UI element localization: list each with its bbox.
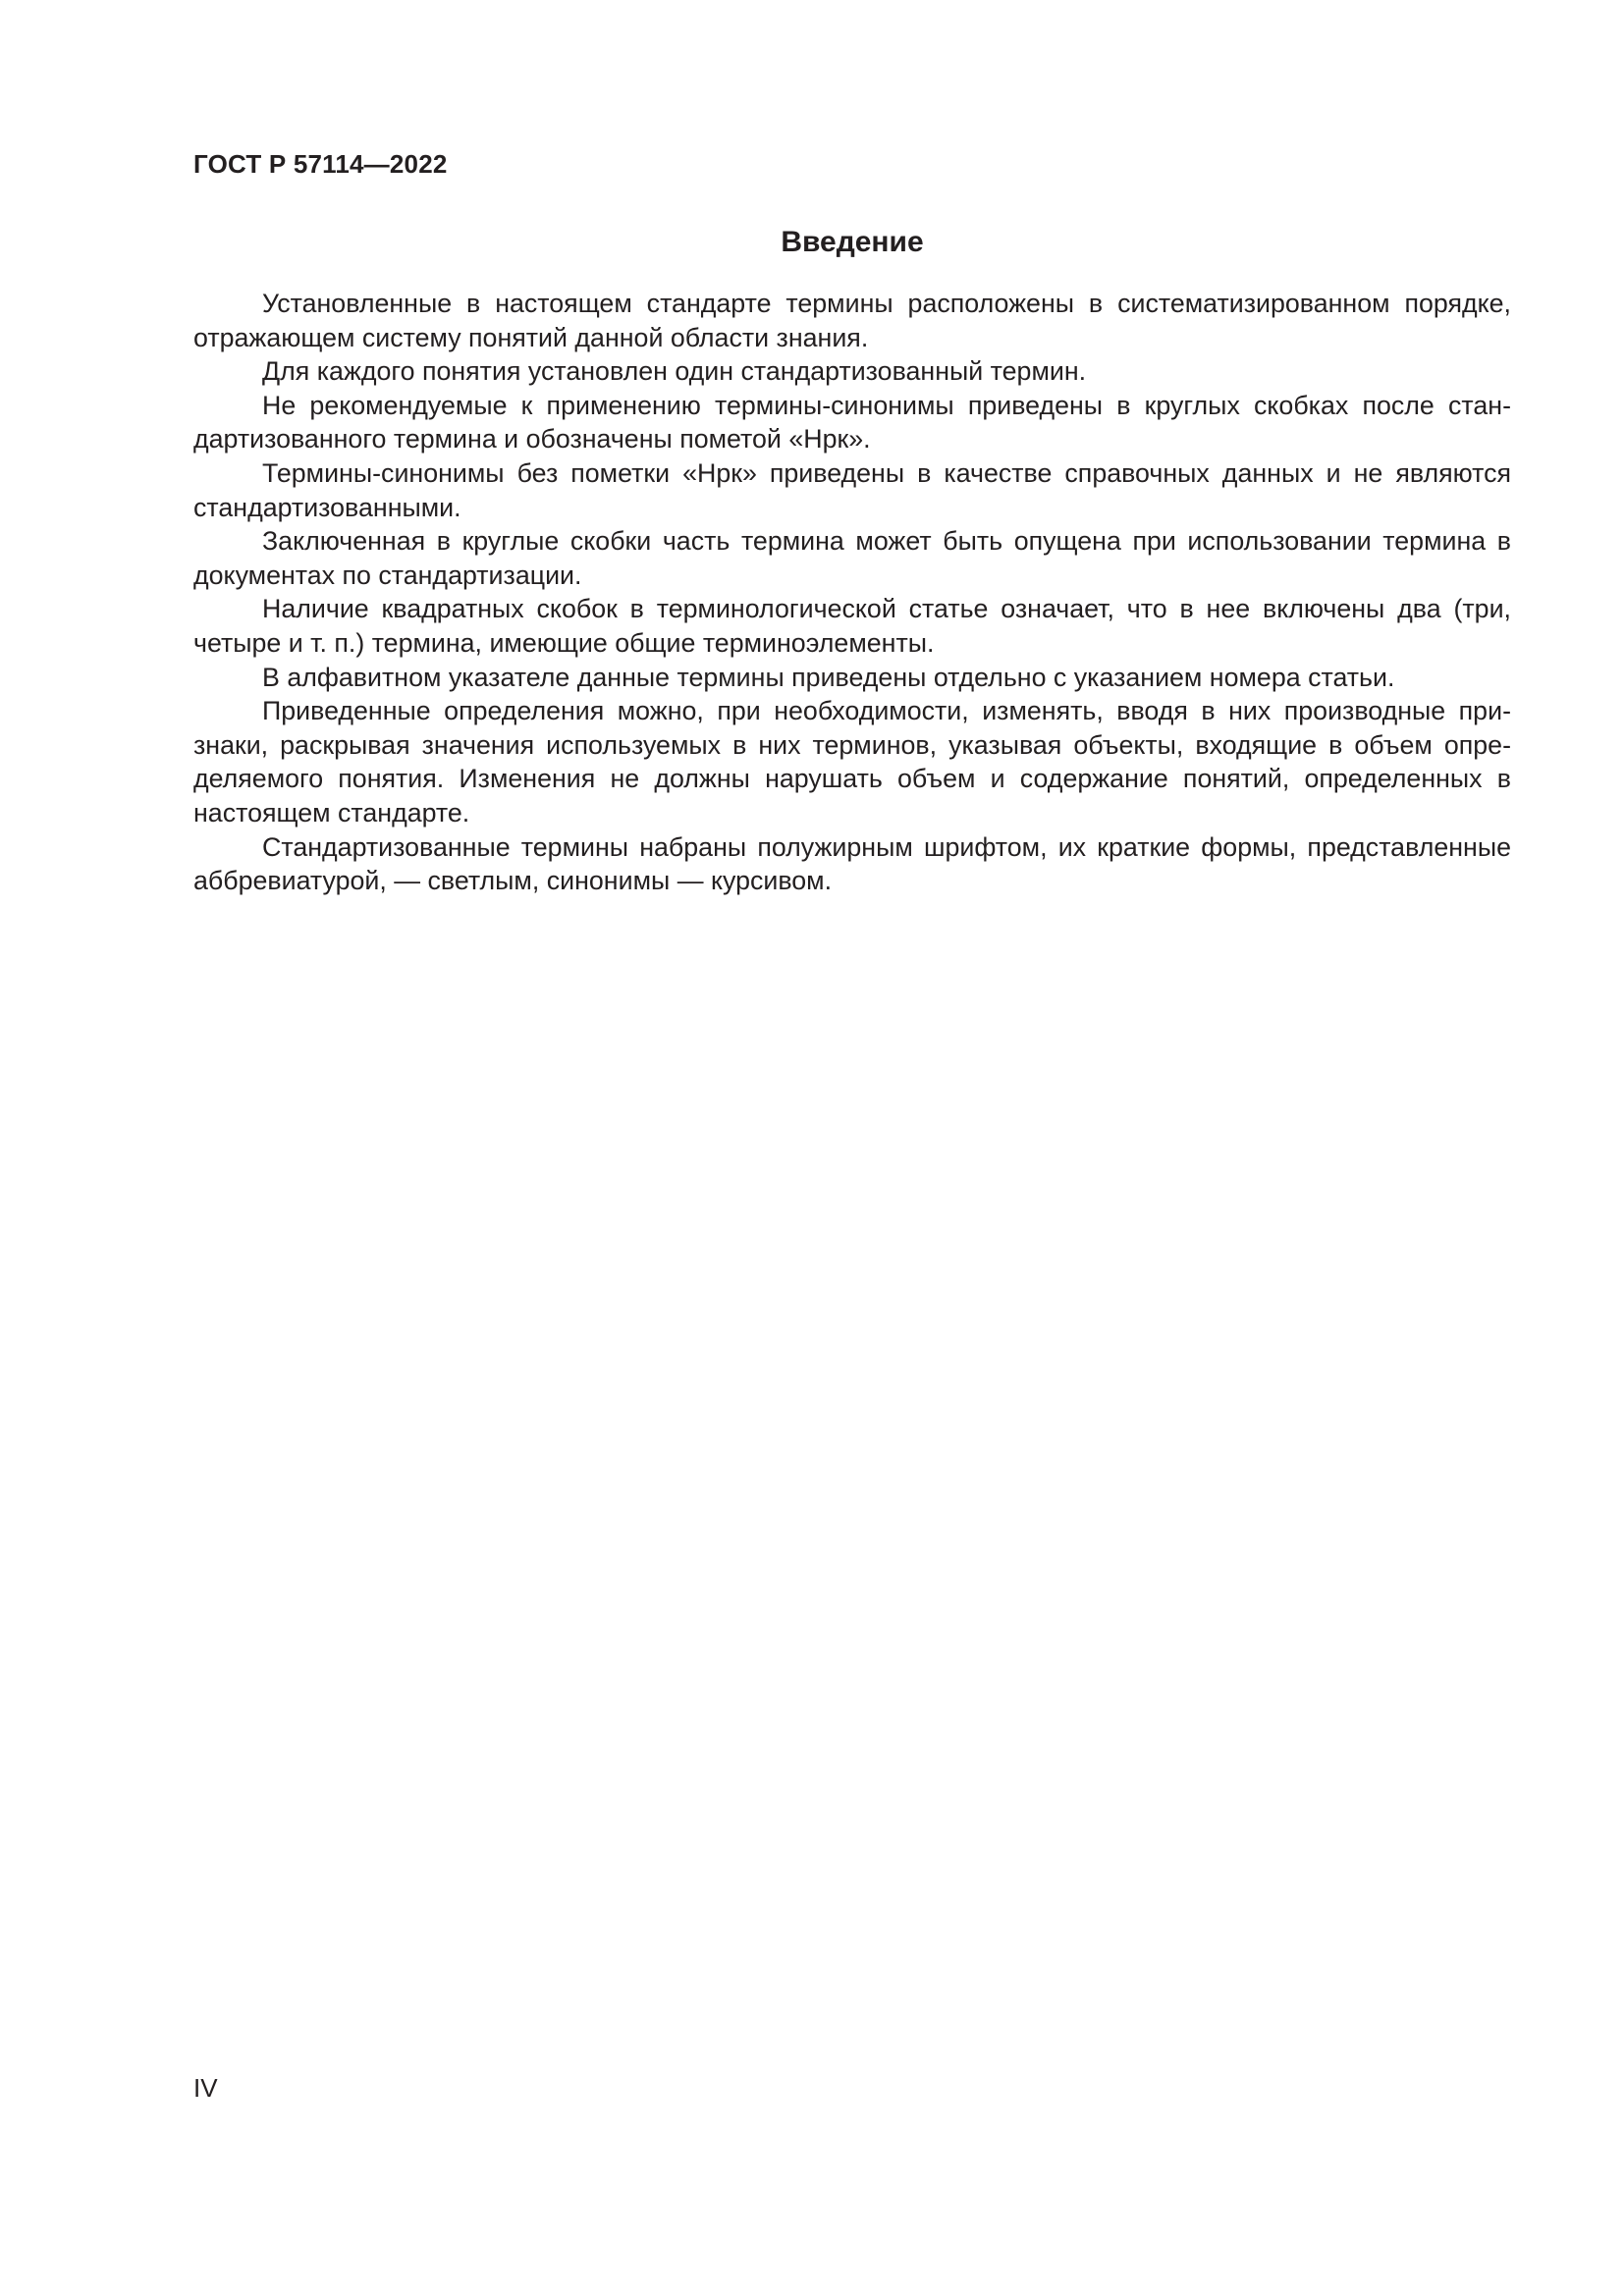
- paragraph: Термины-синонимы без пометки «Нрк» приведены в качестве справочных данных и не являются стандартизованными.: [193, 457, 1511, 522]
- paragraph: Заключенная в круглые скобки часть термина может быть опущена при использовании термина в документах по стандартизации.: [193, 526, 1511, 590]
- section-title: Введение: [781, 226, 924, 258]
- paragraph: Наличие квадратных скобок в терминологической статье означает, что в нее включены два (три, четыре и т. п.) термина, имеющие общие терминоэлементы.: [193, 594, 1511, 658]
- paragraph: Для каждого понятия установлен один стандартизованный термин.: [262, 356, 1087, 387]
- paragraph: Приведенные определения можно, при необходимости, изменять, вводя в них производные признаки, раскрывая значения используемых в них терминов, указывая объекты, входящие в объем определяемого понятия. Изменения не должны нарушать объем и содержание понятий, определенных в настоящем стандарте.: [193, 696, 1511, 828]
- paragraph: Установленные в настоящем стандарте термины расположены в систематизированном порядке, отражающем систему понятий данной области знания.: [193, 289, 1511, 352]
- page-number: IV: [193, 2073, 218, 2103]
- paragraph: В алфавитном указателе данные термины приведены отдельно с указанием номера статьи.: [262, 662, 1395, 692]
- document-code: ГОСТ Р 57114—2022: [193, 149, 448, 179]
- paragraph: Стандартизованные термины набраны полужирным шрифтом, их краткие формы, представленные аббревиатурой, — светлым, синонимы — курсивом.: [193, 831, 1511, 896]
- introduction-body: [193, 287, 1511, 898]
- paragraph: Не рекомендуемые к применению термины-синонимы приведены в круглых скобках после стандартизованного термина и обозначены пометой «Нрк».: [193, 390, 1511, 454]
